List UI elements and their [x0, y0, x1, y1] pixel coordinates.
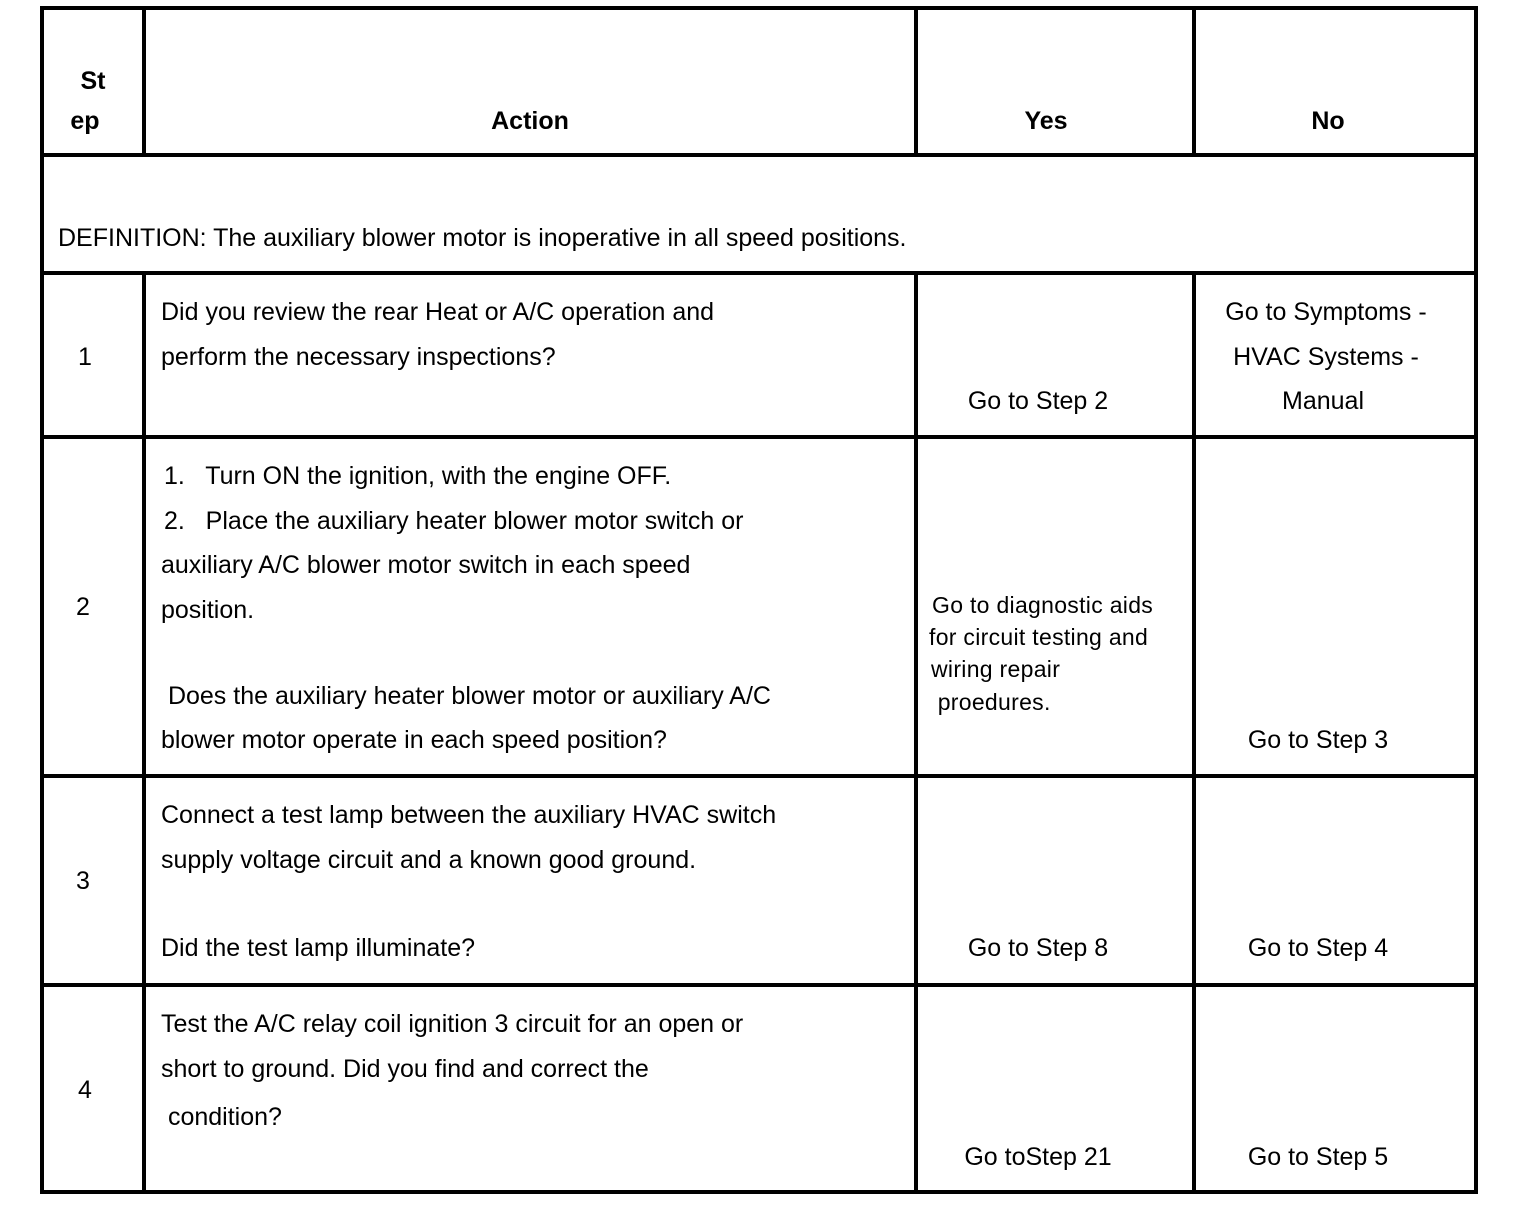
header-no: No: [1311, 107, 1345, 135]
table-border-bottom: [40, 1190, 1478, 1194]
yes-result: Go to Step 2: [967, 387, 1109, 415]
action-line: Test the A/C relay coil ignition 3 circuit for an open or: [161, 1010, 744, 1038]
step-number: 2: [76, 593, 90, 621]
table-border-right: [1474, 6, 1478, 1194]
header-action: Action: [491, 107, 569, 135]
definition-text: DEFINITION: The auxiliary blower motor is inoperative in all speed positions.: [58, 224, 907, 252]
action-line: Did the test lamp illuminate?: [161, 934, 476, 962]
step-number: 4: [78, 1076, 92, 1104]
action-line: 1. Turn ON the ignition, with the engine OFF.: [164, 462, 672, 490]
header-yes: Yes: [1024, 107, 1068, 135]
action-line: auxiliary A/C blower motor switch in each speed: [161, 551, 691, 579]
action-line: supply voltage circuit and a known good ground.: [161, 846, 697, 874]
action-line: Did you review the rear Heat or A/C operation and: [161, 298, 715, 326]
row-divider: [40, 774, 1478, 778]
no-result: Go to Step 3: [1247, 726, 1389, 754]
no-result-line: HVAC Systems -: [1233, 343, 1419, 371]
action-line: condition?: [161, 1103, 282, 1131]
step-number: 1: [78, 343, 92, 371]
header-step-line1: St: [80, 67, 106, 95]
row-divider: [40, 435, 1478, 439]
yes-result-line: for circuit testing and: [929, 624, 1149, 650]
yes-result-line: Go to diagnostic aids: [932, 592, 1154, 618]
header-step-line2: ep: [70, 107, 100, 135]
header-divider: [40, 153, 1478, 157]
step-number: 3: [76, 867, 90, 895]
action-line: short to ground. Did you find and correct the: [161, 1055, 649, 1083]
no-result: Go to Step 5: [1247, 1143, 1389, 1171]
action-line: position.: [161, 596, 255, 624]
yes-result: Go to Step 8: [967, 934, 1109, 962]
action-line: 2. Place the auxiliary heater blower motor switch or: [164, 507, 744, 535]
no-result-line: Go to Symptoms -: [1225, 298, 1427, 326]
yes-result: Go toStep 21: [964, 1143, 1112, 1171]
action-line: perform the necessary inspections?: [161, 343, 556, 371]
action-line: Connect a test lamp between the auxiliary HVAC switch: [161, 801, 777, 829]
definition-divider: [40, 271, 1478, 275]
action-line: blower motor operate in each speed position?: [161, 726, 667, 754]
yes-result-line: proedures.: [931, 689, 1051, 715]
no-result: Go to Step 4: [1247, 934, 1389, 962]
table-border-top: [40, 6, 1478, 10]
yes-result-line: wiring repair: [931, 656, 1061, 682]
action-line: Does the auxiliary heater blower motor or auxiliary A/C: [161, 682, 771, 710]
no-result-line: Manual: [1282, 387, 1364, 415]
column-divider: [142, 271, 146, 1194]
row-divider: [40, 983, 1478, 987]
